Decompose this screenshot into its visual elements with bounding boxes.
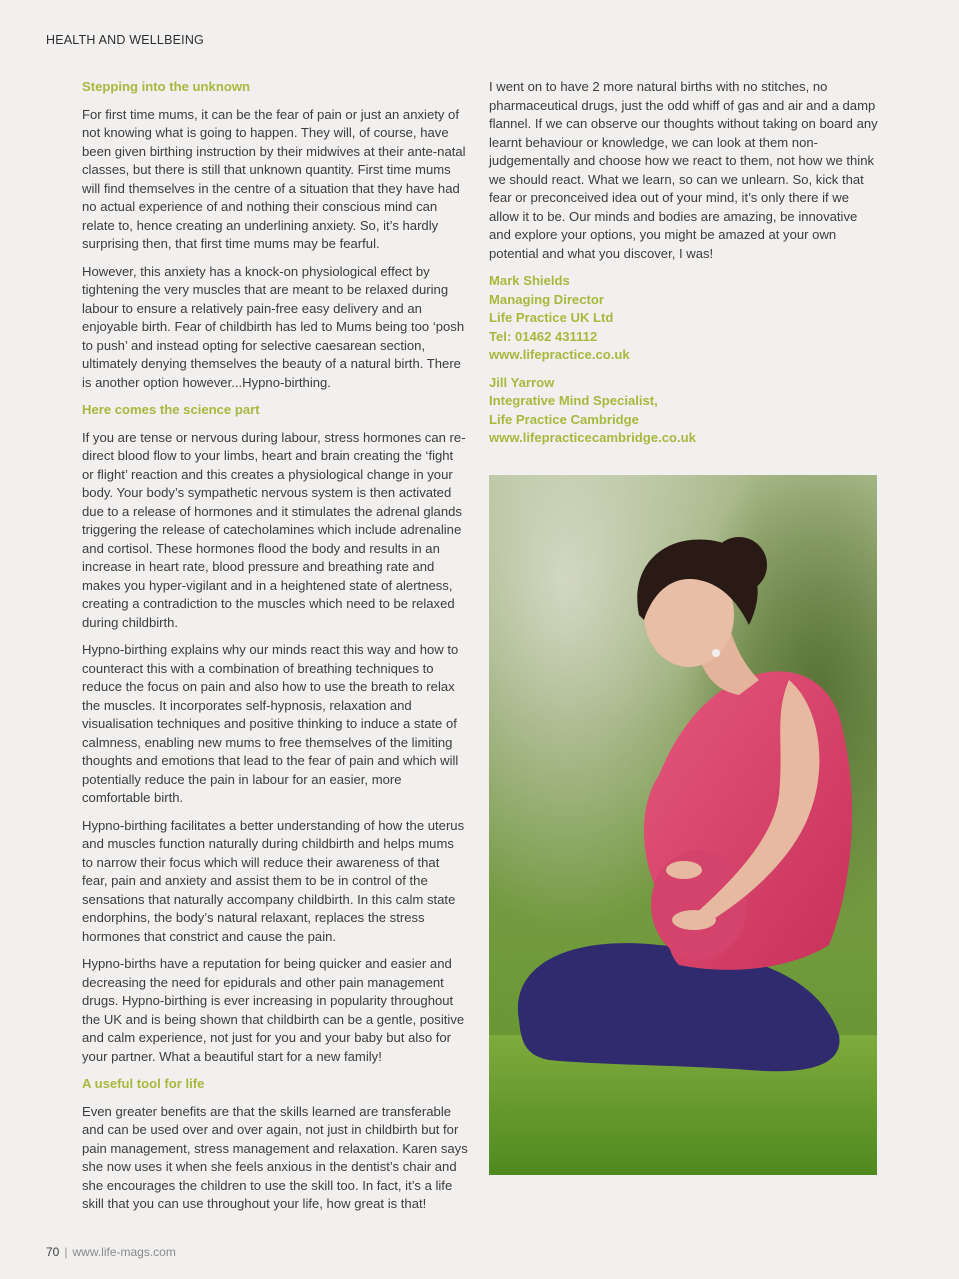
- heading-stepping: Stepping into the unknown: [82, 79, 251, 94]
- contact-name: Mark Shields: [489, 273, 570, 288]
- footer-separator: |: [64, 1245, 68, 1259]
- contact-mark-shields: [489, 272, 881, 365]
- left-column: [82, 78, 468, 1223]
- contact-role: Managing Director: [489, 291, 604, 307]
- page-footer: [46, 1245, 176, 1259]
- paragraph: I went on to have 2 more natural births with no stitches, no pharmaceutical drugs, just the odd whiff of gas and air and a damp flannel. If we can observe our thoughts without taking on board any learnt behaviour or knowledge, we can look at them non-judgementally and choose how we react to them, not how we think we should react. What we learn, so can we unlearn. So, kick that fear or preconceived idea out of your mind, it’s only there if we allow it to be. Our minds and bodies are amazing, be innovative and explore your options, you might be amazed at your own potential and what you discover, I was!: [489, 79, 878, 261]
- footer-website-link[interactable]: www.life-mags.com: [72, 1245, 176, 1259]
- contact-jill-yarrow: [489, 374, 881, 448]
- paragraph: Even greater benefits are that the skills learned are transferable and can be used over and over again, not just in childbirth but for pain management, stress management and relaxation. Karen says she now uses it when she feels anxious in the dentist’s chair and she encourages the children to use the skill too. In fact, it’s a life skill that you can use throughout your life, how great is that!: [82, 1103, 468, 1211]
- paragraph: However, this anxiety has a knock-on physiological effect by tightening the very muscles that are meant to be relaxed during labour to ensure a relatively pain-free easy delivery and an enjoyable birth. Fear of childbirth has led to Mums being too ‘posh to push’ and instead opting for selective caesarean section, ultimately denying themselves the beauty of a natural birth. There is another option however...Hypno-birthing.: [82, 263, 465, 390]
- paragraph: Hypno-births have a reputation for being quicker and easier and decreasing the need for epidurals and other pain management drugs. Hypno-birthing is ever increasing in popularity throughout the UK and is being shown that childbirth can be a gentle, positive and calm experience, not just for you and your baby but also for your partner. What a beautiful start for a new family!: [82, 956, 465, 1064]
- contact-name: Jill Yarrow: [489, 374, 555, 390]
- paragraph: For first time mums, it can be the fear of pain or just an anxiety of not knowing what is going to happen. They will, of course, have been given birthing instruction by their midwives at their ante-natal classes, but there is still that unknown quantity. First time mums will find themselves in the centre of a situation that they have had no actual experience of and nothing their conscious mind can relate to, hence creating an underlining anxiety. So, it’s hardly surprising then, that first time mums may be fearful.: [82, 106, 466, 251]
- section-tag: HEALTH AND WELLBEING: [46, 33, 204, 47]
- right-column: [489, 78, 881, 457]
- contact-company: Life Practice UK Ltd: [489, 310, 614, 325]
- paragraph: Hypno-birthing explains why our minds react this way and how to counteract this with a combination of breathing techniques to reduce the focus on pain and also how to use the breath to relax the muscles. It incorporates self-hypnosis, relaxation and visualisation techniques and positive thinking to induce a state of calmness, enabling new mums to free themselves of the limiting thoughts and emotions that lead to the fear of pain and which will potentially reduce the pain in labour for an easier, more comfortable birth.: [82, 642, 459, 805]
- heading-useful-tool: A useful tool for life: [82, 1076, 205, 1091]
- pregnant-woman-photo: [489, 475, 877, 1175]
- contact-company: Life Practice Cambridge: [489, 411, 639, 427]
- contact-web-link[interactable]: www.lifepracticecambridge.co.uk: [489, 430, 696, 445]
- contact-web-link[interactable]: www.lifepractice.co.uk: [489, 347, 630, 362]
- page-number: 70: [46, 1245, 60, 1259]
- contact-tel: Tel: 01462 431112: [489, 328, 598, 344]
- paragraph: If you are tense or nervous during labour, stress hormones can re-direct blood flow to your limbs, heart and brain creating the ‘fight or flight’ reaction and this creates a physiological change in your body. Your body’s sympathetic nervous system is then activated due to a release of hormones and it stimulates the adrenal glands triggering the release of catecholamines which include adrenaline and cortisol. These hormones flood the body and results in an increase in heart rate, blood pressure and breathing rate and makes you hyper-vigilant and in a heightened state of alertness, creating a contradiction to the muscles which need to be relaxed during childbirth.: [82, 429, 466, 630]
- contact-role: Integrative Mind Specialist,: [489, 393, 658, 408]
- paragraph: Hypno-birthing facilitates a better understanding of how the uterus and muscles function naturally during childbirth and helps mums to narrow their focus which will reduce their awareness of that fear, pain and anxiety and assist them to be in control of the sensations that naturally accompany childbirth. In this calm state endorphins, the body’s natural relaxant, replaces the stress hormones that constrict and cause the pain.: [82, 817, 465, 944]
- heading-science: Here comes the science part: [82, 402, 260, 417]
